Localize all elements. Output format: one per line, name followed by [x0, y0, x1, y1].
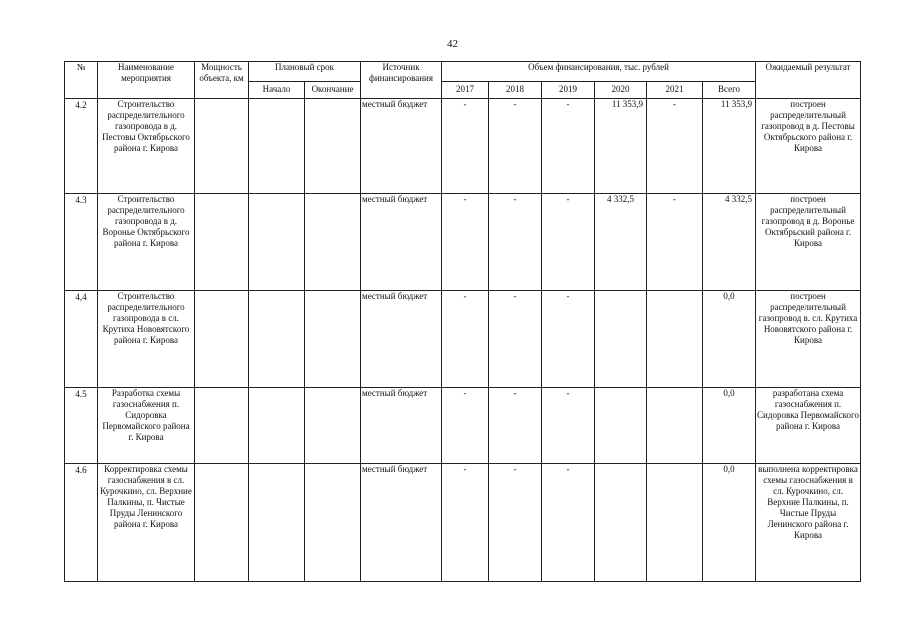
row-source: местный бюджет [361, 291, 442, 388]
row-2019: - [542, 388, 595, 464]
row-end [305, 194, 361, 291]
row-name: Строительство распределительного газопровода в д. Пестовы Октябрьского района г. Кирова [98, 99, 195, 194]
row-total: 0,0 [703, 291, 756, 388]
row-source: местный бюджет [361, 464, 442, 582]
row-2019: - [542, 99, 595, 194]
row-source: местный бюджет [361, 194, 442, 291]
row-result: построен распределительный газопровод в. сл. Крутиха Нововятского района г. Кирова [756, 291, 861, 388]
row-capacity [195, 291, 249, 388]
row-total: 0,0 [703, 388, 756, 464]
row-start [249, 291, 305, 388]
row-2021 [647, 388, 703, 464]
header-row [65, 62, 861, 82]
row-2018: - [489, 194, 542, 291]
row-2020 [595, 464, 647, 582]
row-2018: - [489, 388, 542, 464]
row-total: 11 353,9 [703, 99, 756, 194]
row-end [305, 388, 361, 464]
row-2021 [647, 291, 703, 388]
row-total: 4 332,5 [703, 194, 756, 291]
row-2017: - [442, 194, 489, 291]
row-2021: - [647, 194, 703, 291]
row-capacity [195, 388, 249, 464]
row-result: разработана схема газоснабжения п. Сидоровка Первомайского района г. Кирова [756, 388, 861, 464]
header-funding: Объем финансирования, тыс. рублей [442, 62, 756, 82]
row-num: 4.2 [65, 99, 98, 194]
row-2017: - [442, 464, 489, 582]
funding-table [64, 61, 861, 582]
header-result: Ожидаемый результат [756, 62, 861, 99]
row-name: Строительство распределительного газопровода в д. Воронье Октябрьского района г. Кирова [98, 194, 195, 291]
header-start: Начало [249, 82, 305, 99]
row-num: 4.6 [65, 464, 98, 582]
header-year-2019: 2019 [542, 82, 595, 99]
row-capacity [195, 194, 249, 291]
table-row [65, 291, 861, 388]
header-num: № [65, 62, 98, 99]
row-source: местный бюджет [361, 388, 442, 464]
row-2019: - [542, 291, 595, 388]
row-capacity [195, 99, 249, 194]
row-source: местный бюджет [361, 99, 442, 194]
header-year-2021: 2021 [647, 82, 703, 99]
header-name: Наименование мероприятия [98, 62, 195, 99]
row-2020 [595, 291, 647, 388]
page-number: 42 [447, 38, 458, 50]
header-total: Всего [703, 82, 756, 99]
row-name: Корректировка схемы газоснабжения в сл. Курочкино, сл. Верхние Палкины, п. Чистые Пруды Ленинского района г. Кирова [98, 464, 195, 582]
row-end [305, 291, 361, 388]
row-result: построен распределительный газопровод в д. Воронье Октябрьский района г. Кирова [756, 194, 861, 291]
row-start [249, 194, 305, 291]
row-name: Разработка схемы газоснабжения п. Сидоровка Первомайского района г. Кирова [98, 388, 195, 464]
row-name: Строительство распределительного газопровода в сл. Крутиха Нововятского района г. Кирова [98, 291, 195, 388]
row-2017: - [442, 99, 489, 194]
row-2021 [647, 464, 703, 582]
row-end [305, 99, 361, 194]
row-end [305, 464, 361, 582]
row-total: 0,0 [703, 464, 756, 582]
row-2021: - [647, 99, 703, 194]
row-num: 4,4 [65, 291, 98, 388]
header-year-2018: 2018 [489, 82, 542, 99]
table-row [65, 99, 861, 194]
row-capacity [195, 464, 249, 582]
table-row [65, 464, 861, 582]
header-capacity: Мощность объекта, км [195, 62, 249, 99]
row-2020: 11 353,9 [595, 99, 647, 194]
row-result: построен распределительный газопровод в д. Пестовы Октябрьского района г. Кирова [756, 99, 861, 194]
row-start [249, 388, 305, 464]
row-2018: - [489, 291, 542, 388]
row-num: 4.3 [65, 194, 98, 291]
row-2020: 4 332,5 [595, 194, 647, 291]
row-2017: - [442, 291, 489, 388]
header-end: Окончание [305, 82, 361, 99]
row-num: 4.5 [65, 388, 98, 464]
header-source: Источник финансирования [361, 62, 442, 99]
row-2018: - [489, 99, 542, 194]
header-schedule: Плановый срок [249, 62, 361, 82]
row-2019: - [542, 194, 595, 291]
row-result: выполнена корректировка схемы газоснабжения в сл. Курочкино, сл. Верхние Палкины, п. Чистые Пруды Ленинского района г. Кирова [756, 464, 861, 582]
header-year-2017: 2017 [442, 82, 489, 99]
table-row [65, 194, 861, 291]
row-start [249, 99, 305, 194]
row-2017: - [442, 388, 489, 464]
row-2018: - [489, 464, 542, 582]
row-2020 [595, 388, 647, 464]
row-start [249, 464, 305, 582]
row-2019: - [542, 464, 595, 582]
table-row [65, 388, 861, 464]
header-year-2020: 2020 [595, 82, 647, 99]
